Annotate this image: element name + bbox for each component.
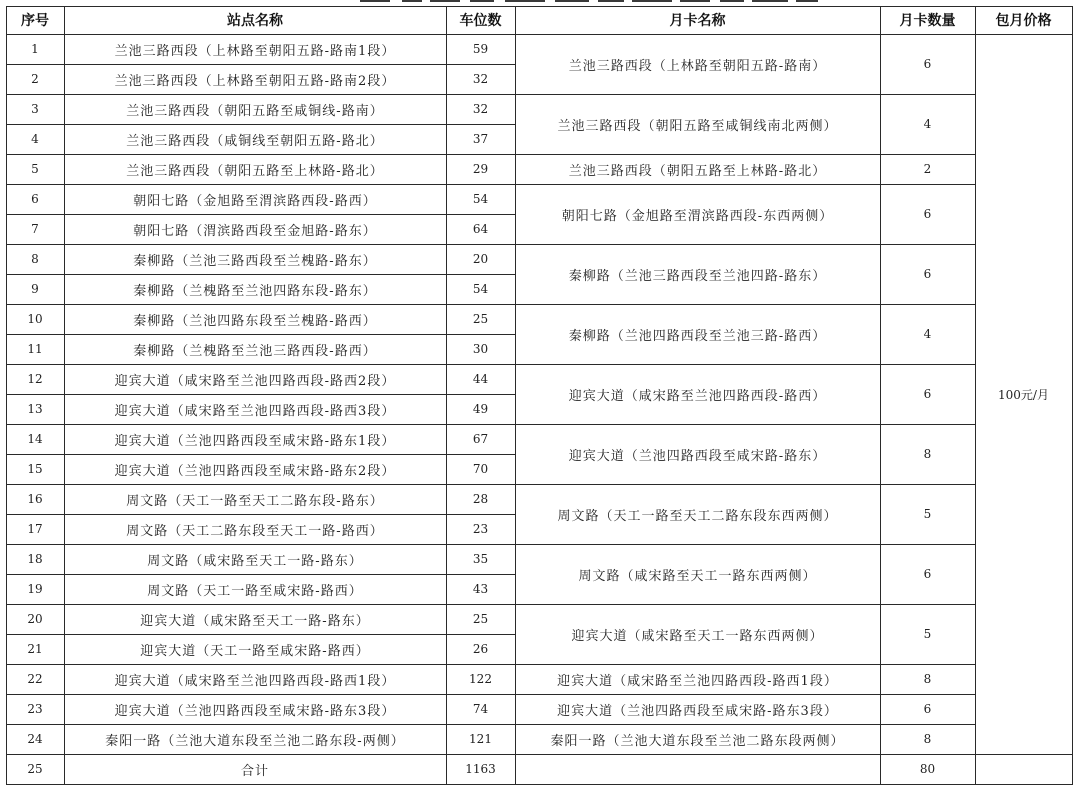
station-name: 兰池三路西段（朝阳五路至咸铜线-路南） (126, 103, 384, 119)
card-name: 迎宾大道（咸宋路至兰池四路西段-路西1段） (557, 673, 838, 689)
station-name: 秦柳路（兰池三路西段至兰槐路-路东） (133, 253, 377, 269)
station-name: 迎宾大道（兰池四路西段至咸宋路-路东1段） (114, 433, 396, 449)
station-name: 兰池三路西段（上林路至朝阳五路-路南2段） (114, 73, 396, 89)
row-seq: 23 (27, 702, 43, 716)
space-count: 32 (472, 72, 489, 86)
card-count: 6 (923, 267, 932, 281)
grid-line (880, 6, 881, 785)
card-name: 周文路（咸宋路至天工一路东西两侧） (578, 568, 817, 584)
total-label: 合计 (240, 763, 269, 779)
card-count: 5 (923, 507, 932, 521)
grid-line (6, 394, 516, 395)
grid-line (6, 754, 516, 755)
grid-line (6, 514, 516, 515)
row-seq: 3 (31, 102, 39, 116)
card-count: 6 (923, 387, 932, 401)
card-name: 迎宾大道（咸宋路至天工一路东西两侧） (571, 628, 824, 644)
grid-line (64, 6, 65, 785)
space-count: 25 (472, 612, 489, 626)
card-count: 4 (923, 117, 932, 131)
grid-line (6, 664, 516, 665)
header-station: 站点名称 (227, 13, 283, 29)
row-seq: 10 (27, 312, 43, 326)
card-count: 6 (923, 567, 932, 581)
station-name: 秦柳路（兰池四路东段至兰槐路-路西） (133, 313, 377, 329)
station-name: 兰池三路西段（上林路至朝阳五路-路南1段） (114, 43, 396, 59)
row-seq: 7 (31, 222, 39, 236)
row-seq: 1 (31, 42, 39, 56)
station-name: 迎宾大道（咸宋路至兰池四路西段-路西1段） (114, 673, 396, 689)
station-name: 秦柳路（兰槐路至兰池四路东段-路东） (133, 283, 377, 299)
card-name: 朝阳七路（金旭路至渭滨路西段-东西两侧） (561, 208, 834, 224)
row-seq: 16 (27, 492, 43, 506)
grid-line (6, 424, 516, 425)
grid-line (515, 694, 976, 695)
space-count: 121 (469, 732, 492, 746)
grid-line (6, 784, 1073, 785)
grid-line (6, 244, 516, 245)
grid-line (975, 6, 976, 785)
grid-line (515, 244, 976, 245)
header-price: 包月价格 (995, 13, 1052, 29)
card-name: 迎宾大道（兰池四路西段至咸宋路-路东3段） (557, 703, 838, 719)
grid-line (6, 6, 7, 785)
card-count: 8 (923, 672, 932, 686)
grid-line (6, 364, 516, 365)
grid-line (515, 754, 1073, 755)
grid-line (515, 724, 976, 725)
grid-line (6, 724, 516, 725)
header-card-name: 月卡名称 (669, 13, 726, 29)
row-seq: 5 (31, 162, 39, 176)
station-name: 周文路（天工一路至咸宋路-路西） (147, 583, 363, 599)
card-name: 兰池三路西段（朝阳五路至上林路-路北） (568, 163, 827, 179)
row-seq: 21 (27, 642, 43, 656)
card-count: 6 (923, 702, 932, 716)
space-count: 67 (472, 432, 489, 446)
grid-line (515, 94, 976, 95)
total-card-name (515, 754, 880, 784)
station-name: 朝阳七路（金旭路至渭滨路西段-路西） (133, 193, 377, 209)
station-name: 周文路（天工二路东段至天工一路-路西） (126, 523, 384, 539)
station-name: 兰池三路西段（朝阳五路至上林路-路北） (126, 163, 384, 179)
grid-line (6, 124, 516, 125)
row-seq: 9 (31, 282, 39, 296)
header-seq: 序号 (21, 13, 49, 29)
row-seq: 8 (31, 252, 39, 266)
station-name: 迎宾大道（兰池四路西段至咸宋路-路东3段） (114, 703, 396, 719)
space-count: 122 (469, 672, 492, 686)
card-count: 6 (923, 57, 932, 71)
station-name: 周文路（咸宋路至天工一路-路东） (147, 553, 363, 569)
card-count: 2 (923, 162, 932, 176)
card-name: 秦柳路（兰池三路西段至兰池四路-路东） (568, 268, 827, 284)
row-seq: 17 (27, 522, 43, 536)
grid-line (515, 544, 976, 545)
monthly-price: 100元/月 (998, 387, 1049, 402)
station-name: 秦柳路（兰槐路至兰池三路西段-路西） (133, 343, 377, 359)
card-name: 秦柳路（兰池四路西段至兰池三路-路西） (568, 328, 827, 344)
grid-line (515, 304, 976, 305)
total-spaces: 1163 (465, 762, 496, 776)
space-count: 43 (472, 582, 489, 596)
row-seq: 4 (31, 132, 39, 146)
station-name: 迎宾大道（咸宋路至兰池四路西段-路西2段） (114, 373, 396, 389)
space-count: 20 (472, 252, 489, 266)
grid-line (6, 304, 516, 305)
card-name: 兰池三路西段（朝阳五路至咸铜线南北两侧） (557, 118, 838, 134)
station-name: 朝阳七路（渭滨路西段至金旭路-路东） (133, 223, 377, 239)
card-name: 秦阳一路（兰池大道东段至兰池二路东段两侧） (550, 733, 845, 749)
row-seq: 14 (27, 432, 43, 446)
grid-line (6, 34, 1073, 35)
row-seq: 20 (27, 612, 43, 626)
row-seq: 6 (31, 192, 39, 206)
space-count: 37 (472, 132, 489, 146)
grid-line (6, 694, 516, 695)
space-count: 59 (472, 42, 489, 56)
total-seq: 25 (27, 762, 43, 776)
total-price (975, 754, 1072, 784)
grid-line (6, 334, 516, 335)
grid-line (6, 574, 516, 575)
station-name: 迎宾大道（咸宋路至天工一路-路东） (140, 613, 370, 629)
grid-line (6, 214, 516, 215)
grid-line (515, 364, 976, 365)
space-count: 64 (472, 222, 489, 236)
space-count: 54 (472, 282, 489, 296)
grid-line (6, 274, 516, 275)
header-card-count: 月卡数量 (899, 13, 956, 29)
station-name: 秦阳一路（兰池大道东段至兰池二路东段-两侧） (105, 733, 405, 749)
station-name: 迎宾大道（兰池四路西段至咸宋路-路东2段） (114, 463, 396, 479)
grid-line (515, 604, 976, 605)
space-count: 74 (472, 702, 489, 716)
space-count: 54 (472, 192, 489, 206)
card-count: 4 (923, 327, 932, 341)
row-seq: 24 (27, 732, 43, 746)
row-seq: 11 (27, 342, 43, 356)
total-card-count: 80 (919, 762, 936, 776)
station-name: 迎宾大道（天工一路至咸宋路-路西） (140, 643, 370, 659)
row-seq: 2 (31, 72, 39, 86)
space-count: 32 (472, 102, 489, 116)
card-count: 6 (923, 207, 932, 221)
grid-line (6, 544, 516, 545)
grid-line (6, 64, 516, 65)
space-count: 28 (472, 492, 489, 506)
grid-line (6, 6, 1073, 7)
station-name: 兰池三路西段（咸铜线至朝阳五路-路北） (126, 133, 384, 149)
grid-line (515, 424, 976, 425)
grid-line (515, 6, 516, 785)
card-name: 迎宾大道（兰池四路西段至咸宋路-路东） (568, 448, 827, 464)
row-seq: 12 (27, 372, 43, 386)
grid-line (446, 6, 447, 785)
space-count: 35 (472, 552, 489, 566)
card-name: 兰池三路西段（上林路至朝阳五路-路南） (568, 58, 827, 74)
grid-line (6, 634, 516, 635)
card-name: 周文路（天工一路至天工二路东段东西两侧） (557, 508, 838, 524)
space-count: 30 (472, 342, 489, 356)
row-seq: 22 (27, 672, 43, 686)
card-name: 迎宾大道（咸宋路至兰池四路西段-路西） (568, 388, 827, 404)
space-count: 25 (472, 312, 489, 326)
row-seq: 18 (27, 552, 43, 566)
space-count: 26 (472, 642, 489, 656)
header-spaces: 车位数 (459, 13, 502, 29)
grid-line (1072, 6, 1073, 785)
grid-line (6, 484, 516, 485)
grid-line (6, 454, 516, 455)
card-count: 5 (923, 627, 932, 641)
grid-line (6, 604, 516, 605)
cropped-heading (0, 0, 1080, 3)
card-count: 8 (923, 732, 932, 746)
grid-line (515, 184, 976, 185)
space-count: 70 (472, 462, 489, 476)
card-count: 8 (923, 447, 932, 461)
station-name: 周文路（天工一路至天工二路东段-路东） (126, 493, 384, 509)
grid-line (515, 664, 976, 665)
grid-line (6, 184, 516, 185)
grid-line (515, 154, 976, 155)
row-seq: 13 (27, 402, 43, 416)
row-seq: 15 (27, 462, 43, 476)
grid-line (6, 154, 516, 155)
grid-line (515, 484, 976, 485)
station-name: 迎宾大道（咸宋路至兰池四路西段-路西3段） (114, 403, 396, 419)
space-count: 44 (472, 372, 489, 386)
space-count: 49 (472, 402, 489, 416)
row-seq: 19 (27, 582, 43, 596)
space-count: 23 (472, 522, 489, 536)
space-count: 29 (472, 162, 489, 176)
grid-line (6, 94, 516, 95)
